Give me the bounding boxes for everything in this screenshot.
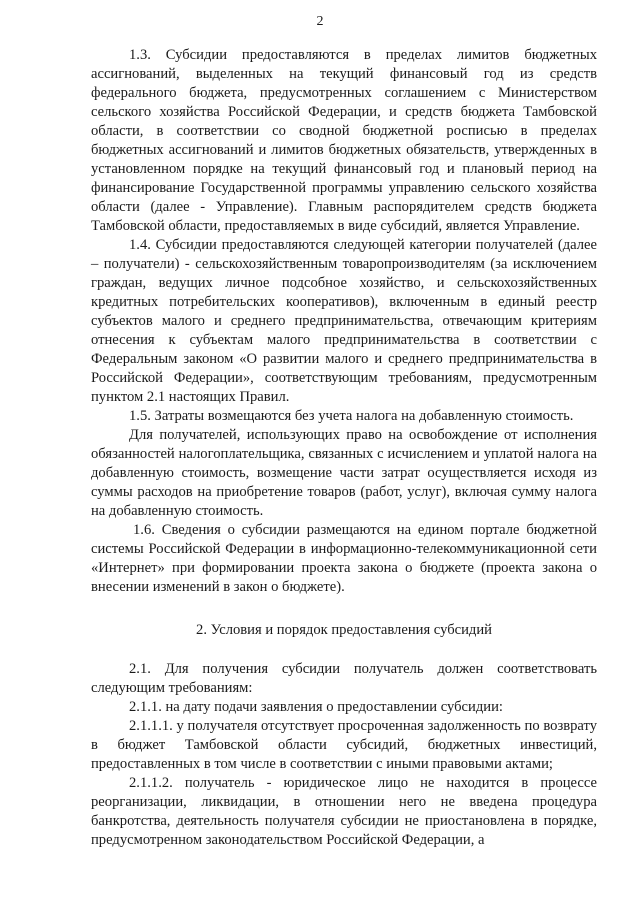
paragraph-2-1-1: 2.1.1. на дату подачи заявления о предоставлении субсидии: <box>129 699 503 715</box>
paragraph-1-4: 1.4. Субсидии предоставляются следующей категории получателей (далее – получатели) - сельскохозяйственным товаропроизводителям (за исключением граждан, ведущих личное подсобное хозяйство, и сельскохозяйственных кредитных потребительских кооперативов), включенным в единый реестр субъектов малого и среднего предпринимательства, отвечающим критериям отнесения к субъектам малого предпринимательства в соответствии с Федеральным законом «О развитии малого и среднего предпринимательства в Российской Федерации», соответствующим требованиям, предусмотренным пунктом 2.1 настоящих Правил. <box>91 237 597 405</box>
paragraph-2-1: 2.1. Для получения субсидии получатель должен соответствовать следующим требованиям: <box>91 661 597 696</box>
paragraph-1-3: 1.3. Субсидии предоставляются в пределах лимитов бюджетных ассигнований, выделенных на текущий финансовый год из средств федерального бюджета, предусмотренных соглашением с Министерством сельского хозяйства Российской Федерации, и средств бюджета Тамбовской области, в соответствии со сводной бюджетной росписью в пределах бюджетных ассигнований и лимитов бюджетных обязательств, утвержденных в установленном порядке на текущий финансовый год и плановый период на финансирование Государственной программы управлению сельского хозяйства области (далее - Управление). Главным распорядителем средств бюджета Тамбовской области, предоставляемых в виде субсидий, является Управление. <box>91 47 597 234</box>
page-number: 2 <box>316 14 324 29</box>
document-body <box>91 46 597 850</box>
paragraph-1-6: 1.6. Сведения о субсидии размещаются на едином портале бюджетной системы Российской Федерации в информационно-телекоммуникационной сети «Интернет» при формировании проекта закона о бюджете (проекта закона о внесении изменений в закон о бюджете). <box>91 522 597 595</box>
paragraph-2-1-1-2: 2.1.1.2. получатель - юридическое лицо не находится в процессе реорганизации, ликвидации, в отношении него не введена процедура банкротства, деятельность получателя субсидии не приостановлена в порядке, предусмотренном законодательством Российской Федерации, а <box>91 775 597 848</box>
paragraph-1-5: 1.5. Затраты возмещаются без учета налога на добавленную стоимость. <box>129 408 574 424</box>
section-2-heading: 2. Условия и порядок предоставления субсидий <box>196 622 492 638</box>
paragraph-2-1-1-1: 2.1.1.1. у получателя отсутствует просроченная задолженность по возврату в бюджет Тамбовской области субсидий, бюджетных инвестиций, предоставленных в том числе в соответствии с иными правовыми актами; <box>91 718 597 772</box>
paragraph-1-5-vat: Для получателей, использующих право на освобождение от исполнения обязанностей налогоплательщика, связанных с исчислением и уплатой налога на добавленную стоимость, возмещение части затрат осуществляется исходя из суммы расходов на приобретение товаров (работ, услуг), включая сумму налога на добавленную стоимость. <box>91 427 597 519</box>
